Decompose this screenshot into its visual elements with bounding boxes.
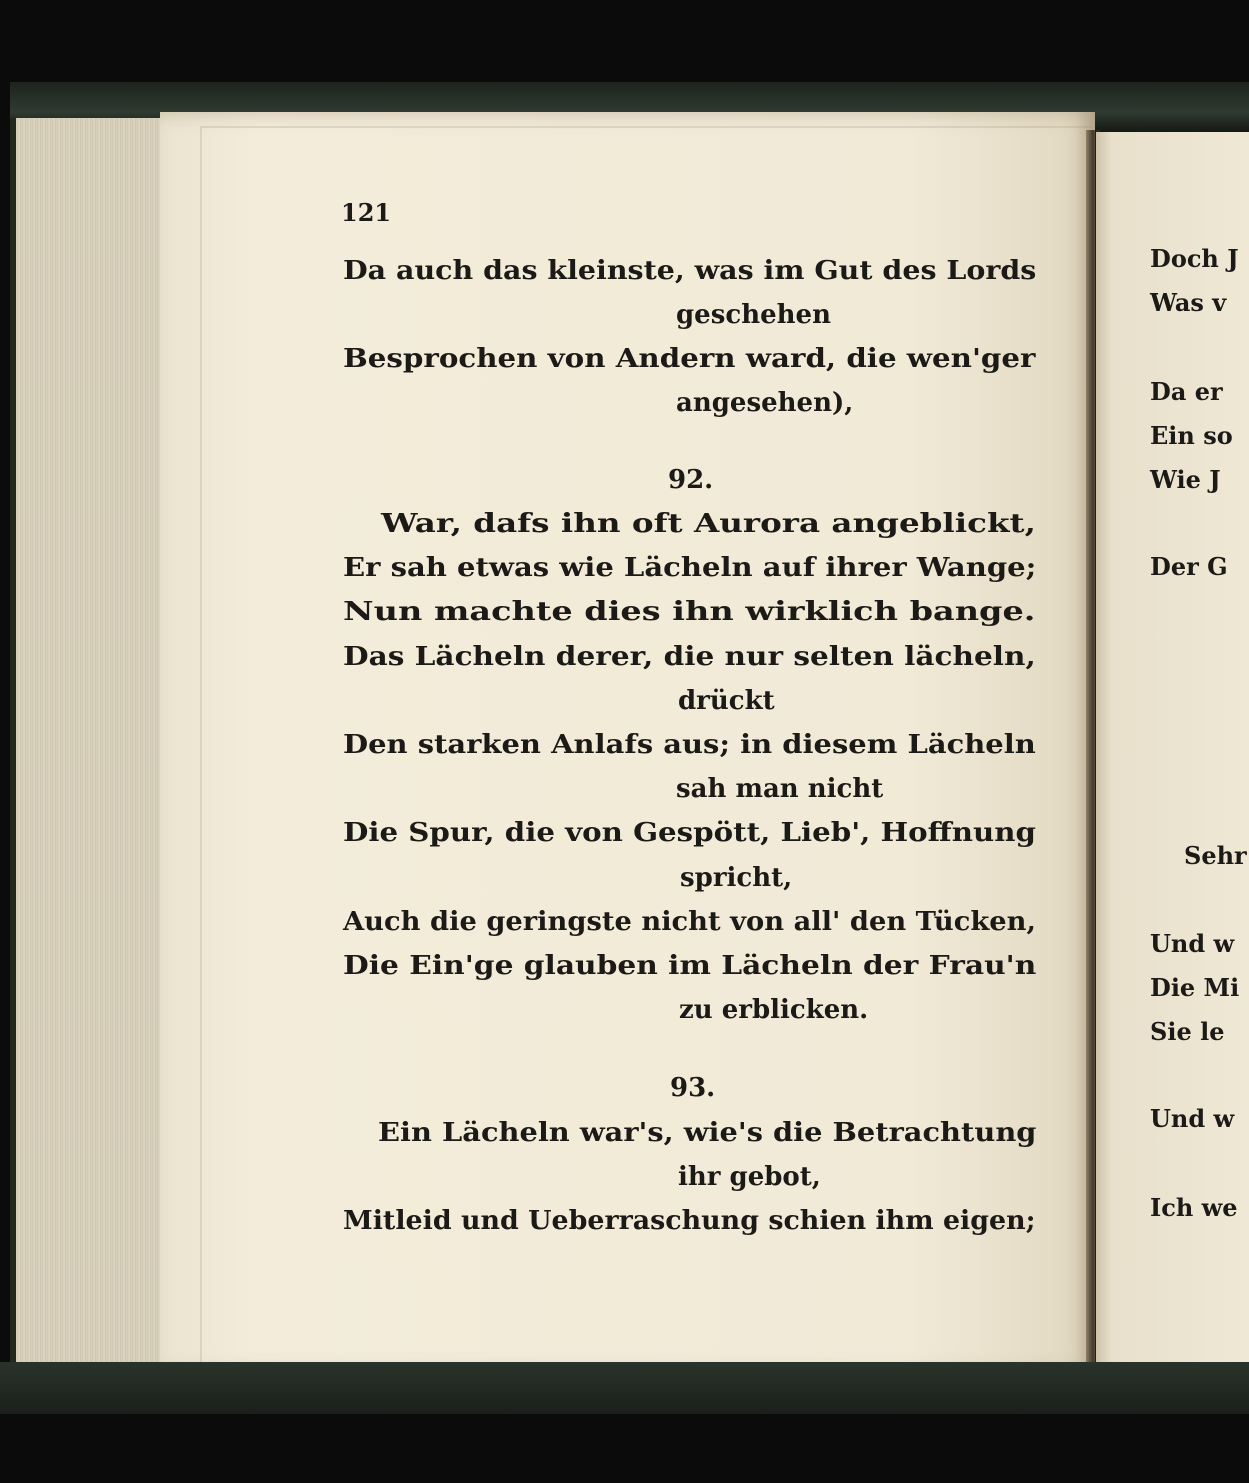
text-line: sah man nicht [676,774,884,804]
text-line: drückt [678,686,775,716]
stanza-number: 92. [668,465,714,495]
page-block-edges [10,118,176,1368]
text-line: War, dafs ihn oft Aurora angeblickt, [381,509,1036,539]
text-line: Da er [1150,377,1223,406]
text-line: Auch die geringste nicht von all' den Tücken, [343,907,1036,937]
text-line: geschehen [676,300,831,330]
text-line: Die Mi [1150,973,1240,1002]
text-line: Sehr [1184,841,1247,870]
text-line: Nun machte dies ihn wirklich bange. [343,597,1036,627]
text-line: Der G [1150,552,1228,581]
text-line: Das Lächeln derer, die nur selten lächeln, [343,642,1036,672]
text-line: ihr gebot, [678,1162,821,1192]
stanza-number: 93. [670,1073,716,1103]
text-line: Die Spur, die von Gespött, Lieb', Hoffnung [343,818,1036,848]
book-cover-bottom [0,1362,1249,1414]
text-line: Ich we [1150,1193,1238,1222]
text-line: Den starken Anlafs aus; in diesem Lächeln [343,730,1036,760]
text-line: Wie J [1150,465,1221,494]
text-line: Ein Lächeln war's, wie's die Betrachtung [378,1118,1037,1148]
text-line: Mitleid und Ueberraschung schien ihm eigen; [343,1206,1036,1236]
text-line: angesehen), [676,388,854,418]
text-line: Und w [1150,929,1235,958]
text-line: Ein so [1150,421,1233,450]
text-line: Er sah etwas wie Lächeln auf ihrer Wange; [343,553,1037,583]
text-line: Und w [1150,1104,1235,1133]
text-line: Sie le [1150,1017,1225,1046]
text-line: Was v [1150,288,1227,317]
text-line: zu erblicken. [679,995,869,1025]
right-page [1096,132,1249,1372]
text-line: Besprochen von Andern ward, die wen'ger [343,344,1036,374]
text-line: Da auch das kleinste, was im Gut des Lords [343,256,1037,286]
text-line: Doch J [1150,244,1239,273]
page-number: 121 [341,198,392,227]
text-line: spricht, [680,863,793,893]
text-line: Die Ein'ge glauben im Lächeln der Frau'n [343,951,1037,981]
